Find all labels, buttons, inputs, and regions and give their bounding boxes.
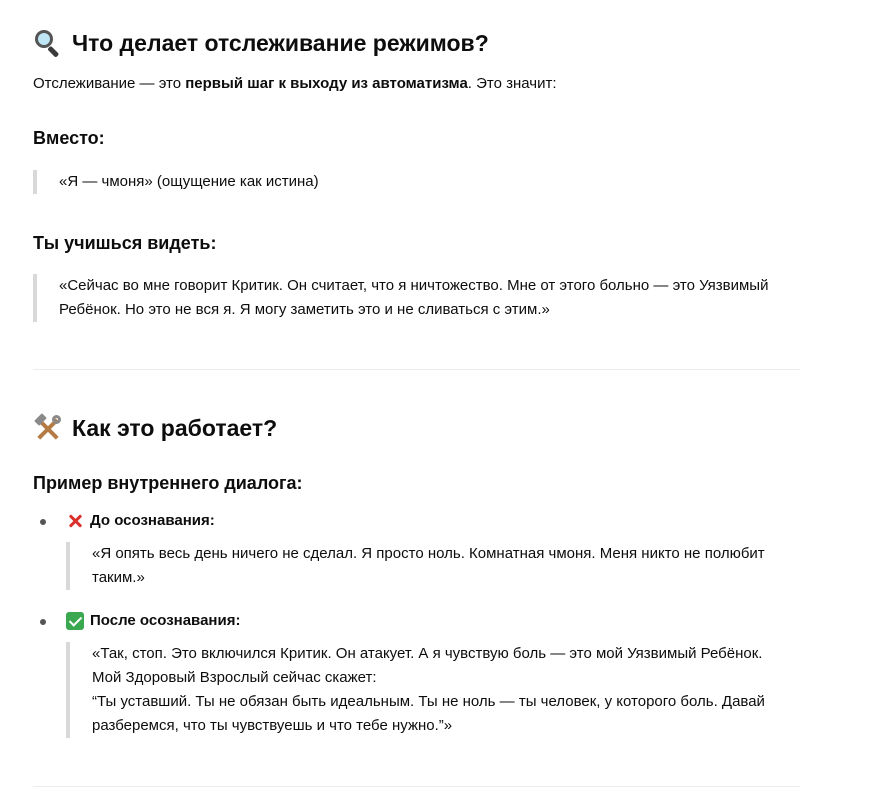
section-divider: [33, 369, 800, 370]
section-title: Что делает отслеживание режимов?: [72, 30, 489, 56]
learn-blockquote: [33, 274, 800, 322]
bullet: [40, 519, 46, 525]
list-item-label: После осознавания:: [90, 612, 241, 629]
check-mark-icon: [66, 612, 84, 630]
intro-suffix: . Это значит:: [467, 75, 557, 92]
example-heading: Пример внутреннего диалога:: [33, 473, 303, 493]
section-divider: [33, 786, 800, 787]
magnifier-icon: [33, 29, 63, 57]
quote-line: «Так, стоп. Это включился Критик. Он атакует. А я чувствую боль — это мой Уязвимый Ребёнок.: [92, 645, 763, 662]
quote-text: «Я — чмоня» (ощущение как истина): [59, 173, 319, 190]
instead-blockquote: [33, 170, 433, 194]
instead-heading: Вместо:: [33, 128, 105, 148]
after-blockquote: [66, 642, 800, 738]
bullet: [40, 619, 46, 625]
intro-paragraph: [33, 73, 557, 95]
cross-mark-icon: [66, 512, 84, 530]
quote-text: «Я опять весь день ничего не сделал. Я просто ноль. Комнатная чмоня. Меня никто не полюбит таким.»: [92, 545, 765, 586]
list-item-label: До осознавания:: [90, 512, 215, 529]
section-heading-how-it-works: [33, 414, 277, 442]
section-heading-tracking: [33, 29, 489, 57]
section-title: Как это работает?: [72, 415, 278, 441]
quote-line: “Ты уставший. Ты не обязан быть идеальным. Ты не ноль — ты человек, у которого боль. Давай разберемся, что ты чувствуешь и что тебе нужно.”»: [92, 693, 765, 734]
intro-bold-text: первый шаг к выходу из автоматизма: [185, 75, 468, 92]
intro-text: Отслеживание — это: [33, 75, 186, 92]
learn-heading: Ты учишься видеть:: [33, 233, 217, 253]
hammer-and-wrench-icon: [33, 414, 63, 442]
quote-line: Мой Здоровый Взрослый сейчас скажет:: [92, 669, 377, 686]
before-blockquote: [66, 542, 800, 590]
quote-text: «Сейчас во мне говорит Критик. Он считает, что я ничтожество. Мне от этого больно — это Уязвимый Ребёнок. Но это не вся я. Я могу заметить это и не сливаться с этим.»: [59, 277, 769, 318]
